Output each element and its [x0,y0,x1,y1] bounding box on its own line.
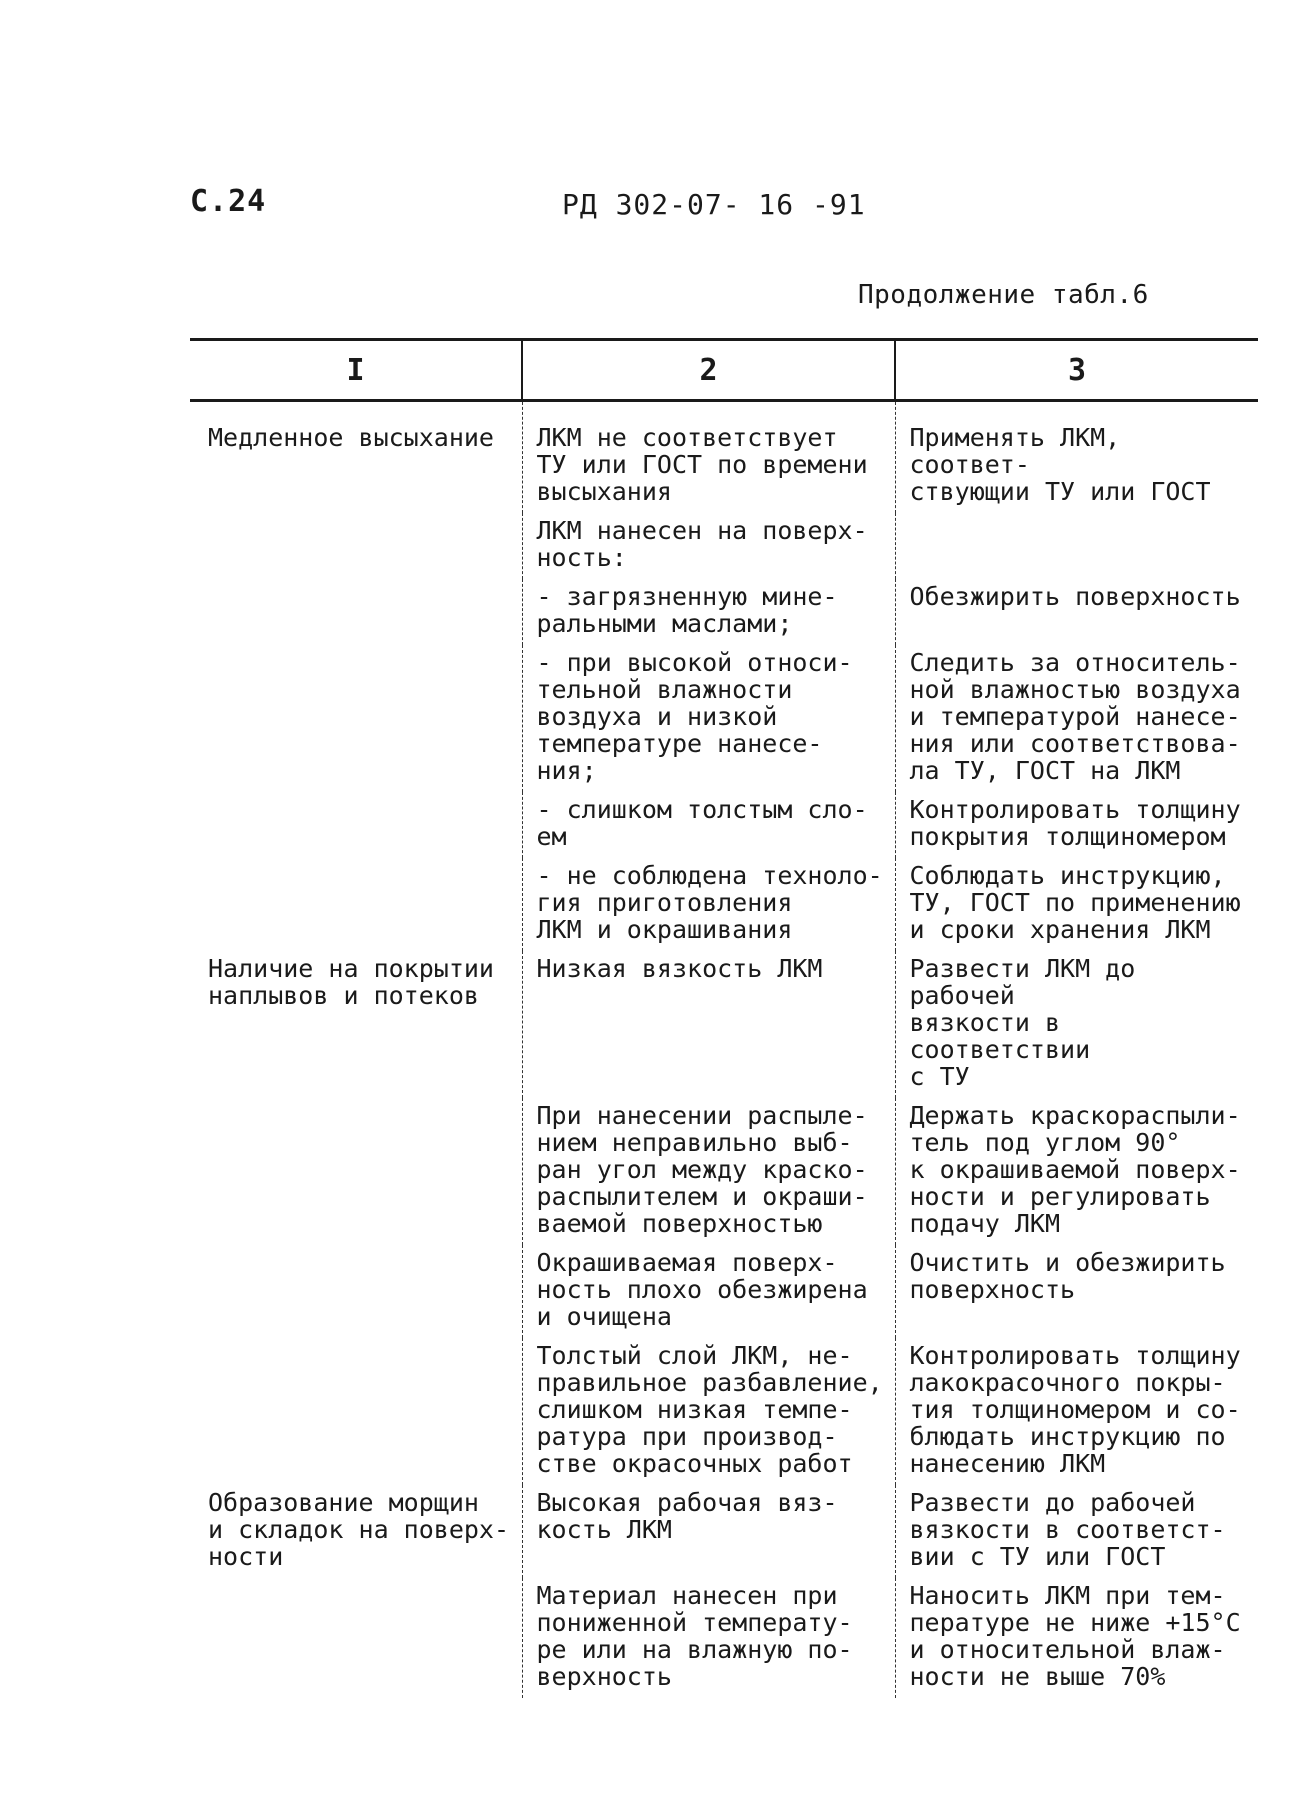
remedy-cell [895,513,1258,579]
table-row [190,513,1258,579]
remedy-cell: Развести до рабочей вязкости в соответст- вии с ТУ или ГОСТ [895,1485,1258,1578]
remedy-cell: Контролировать толщину покрытия толщиномером [895,792,1258,858]
column-header-2: 2 [522,340,895,401]
defect-cell [190,792,522,858]
remedy-cell: Развести ЛКМ до рабочей вязкости в соответствии с ТУ [895,951,1258,1098]
cause-cell: Материал нанесен при пониженной температу- ре или на влажную по- верхность [522,1578,895,1698]
remedy-cell: Держать краскораспыли- тель под углом 90° к окрашиваемой поверх- ности и регулировать подачу ЛКМ [895,1098,1258,1245]
cause-cell: - не соблюдена техноло- гия приготовления ЛКМ и окрашивания [522,858,895,951]
defect-cell [190,1578,522,1698]
table [190,338,1258,1698]
cause-cell: - слишком толстым сло- ем [522,792,895,858]
cause-cell: Высокая рабочая вяз- кость ЛКМ [522,1485,895,1578]
table-row [190,645,1258,792]
cause-cell: Толстый слой ЛКМ, не- правильное разбавление, слишком низкая темпе- ратура при производ- стве окрасочных работ [522,1338,895,1485]
cause-cell: - при высокой относи- тельной влажности воздуха и низкой температуре нанесе- ния; [522,645,895,792]
table-row [190,401,1258,514]
table-header [190,340,1258,401]
table-row [190,1578,1258,1698]
defects-table [190,338,1258,1698]
table-row [190,579,1258,645]
defect-cell [190,513,522,579]
defect-cell: Медленное высыхание [208,423,494,452]
cause-cell: - загрязненную мине- ральными маслами; [522,579,895,645]
defect-cell: Образование морщин и складок на поверх- ности [208,1488,510,1571]
defect-cell [190,1098,522,1245]
defect-cell [190,1338,522,1485]
defect-cell: Наличие на покрытии наплывов и потеков [208,954,494,1010]
remedy-cell: Следить за относитель- ной влажностью воздуха и температурой нанесе- ния или соответствова- ла ТУ, ГОСТ на ЛКМ [895,645,1258,792]
remedy-cell: Наносить ЛКМ при тем- пературе не ниже +15°С и относительной влаж- ности не выше 70% [895,1578,1258,1698]
table-row [190,858,1258,951]
remedy-cell: Очистить и обезжирить поверхность [895,1245,1258,1338]
table-row [190,1485,1258,1578]
column-header-3: 3 [895,340,1258,401]
remedy-cell: Соблюдать инструкцию, ТУ, ГОСТ по применению и сроки хранения ЛКМ [895,858,1258,951]
defect-cell [190,579,522,645]
cause-cell: При нанесении распыле- нием неправильно выб- ран угол между краско- распылителем и окраши- ваемой поверхностью [522,1098,895,1245]
table-continuation-caption: Продолжение табл.6 [858,280,1149,310]
cause-cell: ЛКМ нанесен на поверх- ность: [522,513,895,579]
remedy-cell: Применять ЛКМ, соответ- ствующии ТУ или ГОСТ [895,401,1258,514]
table-row [190,1338,1258,1485]
document-code: РД 302-07- 16 -91 [562,188,866,221]
remedy-cell: Обезжирить поверхность [895,579,1258,645]
page-number: С.24 [190,184,267,219]
cause-cell: Низкая вязкость ЛКМ [522,951,895,1098]
table-body [190,401,1258,1699]
remedy-cell: Контролировать толщину лакокрасочного покры- тия толщиномером и со- блюдать инструкцию по нанесению ЛКМ [895,1338,1258,1485]
cause-cell: ЛКМ не соответствует ТУ или ГОСТ по времени высыхания [522,401,895,514]
defect-cell [190,645,522,792]
table-row [190,792,1258,858]
defect-cell [190,858,522,951]
table-row [190,1098,1258,1245]
table-row [190,1245,1258,1338]
defect-cell [190,1245,522,1338]
column-header-1: I [190,340,522,401]
table-row [190,951,1258,1098]
cause-cell: Окрашиваемая поверх- ность плохо обезжирена и очищена [522,1245,895,1338]
